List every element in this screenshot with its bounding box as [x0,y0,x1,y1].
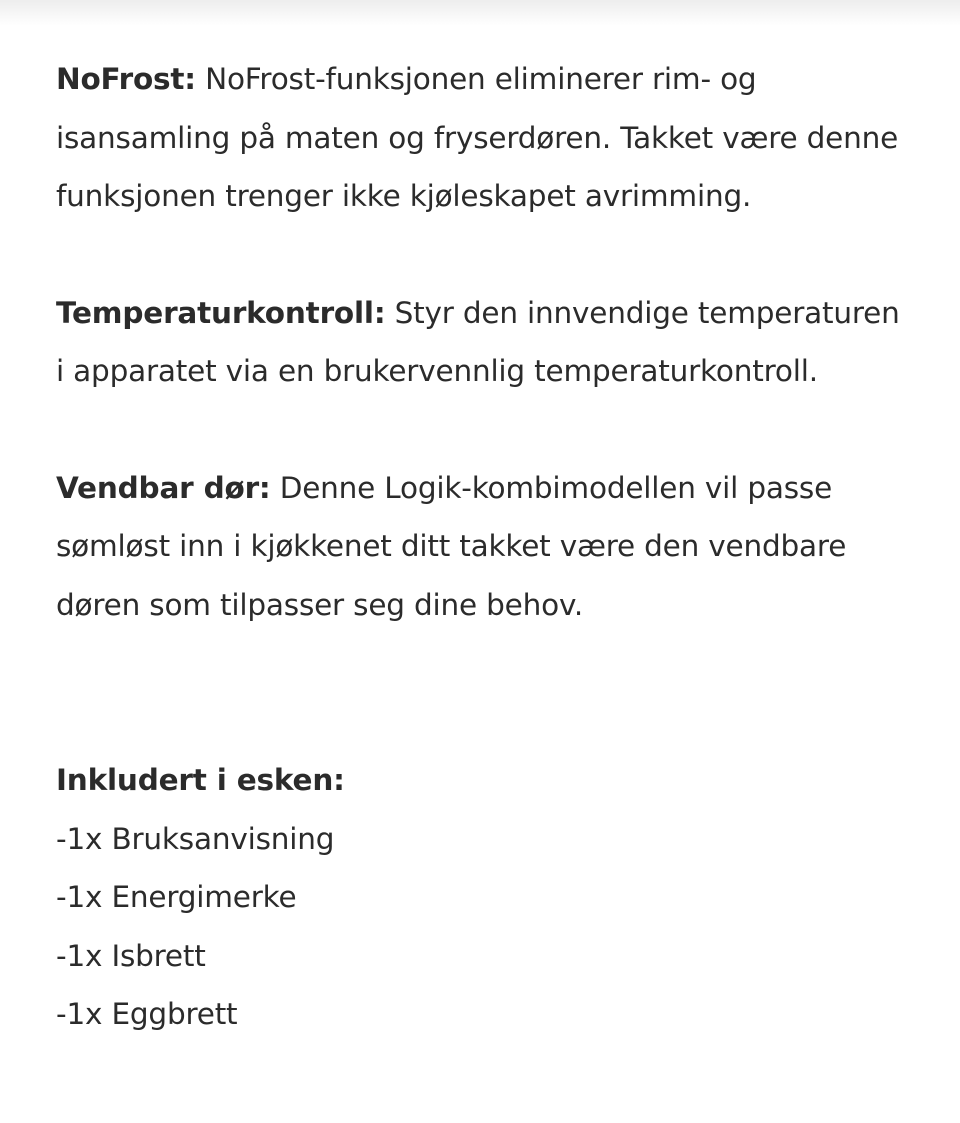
list-item: -1x Bruksanvisning [56,821,335,856]
list-item: -1x Eggbrett [56,997,238,1031]
feature-text: Styr den innvendige temperaturen i apparatet via en brukervennlig temperaturkontroll. [56,295,900,388]
list-item: -1x Energimerke [56,880,297,914]
box-contents-heading: Inkludert i esken: [56,763,345,797]
section-spacer [56,634,916,751]
paragraph-spacer [56,226,916,284]
feature-text: Denne Logik-kombimodellen vil passe sømløst inn i kjøkkenet ditt takket være den vendbare døren som tilpasser seg dine behov. [56,470,847,622]
feature-text: NoFrost-funksjonen eliminerer rim- og isansamling på maten og fryserdøren. Takket være denne funksjonen trenger ikke kjøleskapet avrimming. [56,62,899,213]
product-description [56,50,916,1044]
header-shadow [0,0,960,26]
paragraph-spacer [56,401,916,459]
feature-reversible-door [56,459,916,635]
feature-temperature-control [56,284,916,401]
feature-label: Temperaturkontroll: [56,295,386,330]
feature-label: Vendbar dør: [56,470,271,505]
feature-label: NoFrost: [56,62,196,96]
list-item: -1x Isbrett [56,938,206,973]
box-contents [56,751,916,1044]
feature-nofrost [56,50,916,226]
